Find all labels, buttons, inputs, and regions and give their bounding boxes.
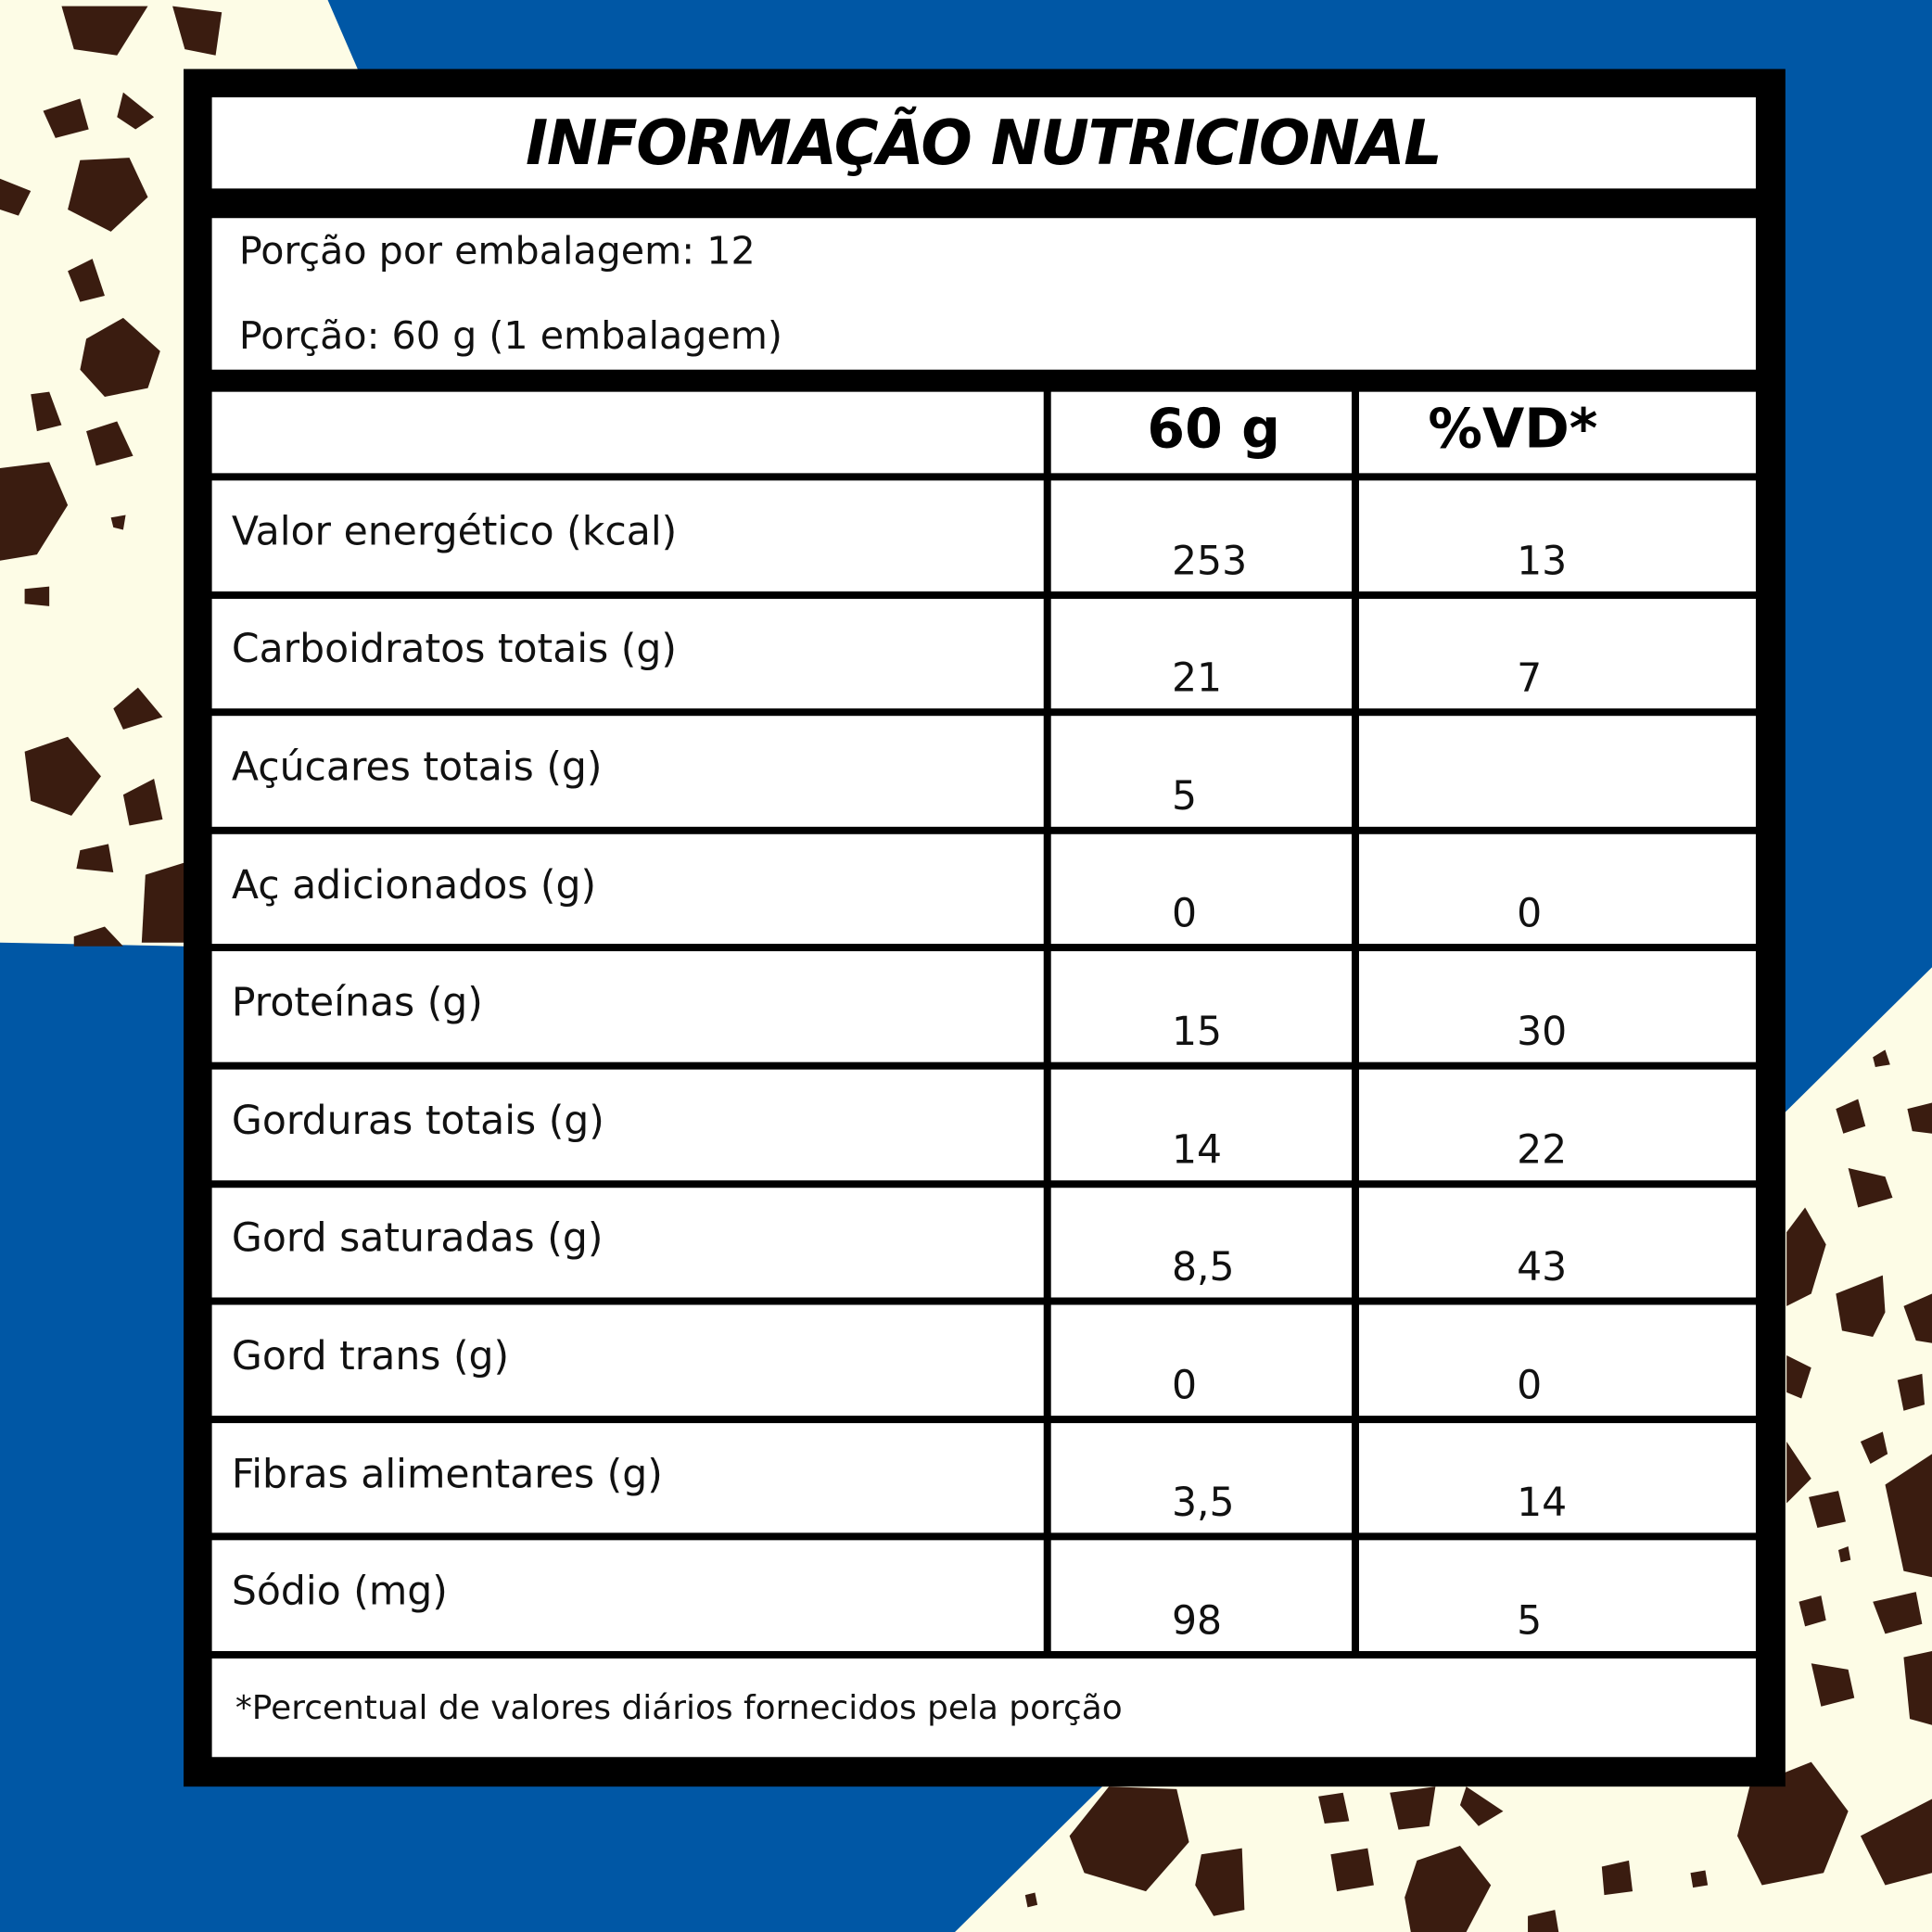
daily-value-cell: [1359, 1305, 1756, 1416]
table-row: [212, 1423, 1756, 1533]
daily-value-cell: [1359, 716, 1756, 826]
table-row: [212, 1541, 1756, 1651]
table-row: [212, 1070, 1756, 1180]
daily-value-cell: [1359, 1541, 1756, 1651]
footnote: *Percentual de valores diários fornecidos pela porção: [235, 1688, 1123, 1727]
amount-value: 5: [1171, 772, 1198, 820]
daily-value-cell: [1359, 1070, 1756, 1180]
nutrient-cell: [212, 833, 1044, 944]
daily-value: 30: [1517, 1008, 1568, 1055]
header-dv-cell: [1359, 392, 1756, 474]
amount-cell: [1051, 716, 1352, 826]
amount-cell: [1051, 1070, 1352, 1180]
amount-value: 0: [1171, 1361, 1198, 1408]
amount-cell: [1051, 952, 1352, 1062]
table-row: [212, 1188, 1756, 1298]
daily-value: 0: [1517, 1361, 1543, 1408]
nutrient-cell: [212, 1070, 1044, 1180]
daily-value-cell: [1359, 833, 1756, 944]
amount-value: 0: [1171, 890, 1198, 937]
footnote-panel: [212, 1659, 1756, 1757]
daily-value: 14: [1517, 1479, 1568, 1526]
nutrient-cell: [212, 716, 1044, 826]
nutrient-cell: [212, 598, 1044, 708]
title-panel: [212, 97, 1756, 188]
nutrient-label: Aç adicionados (g): [231, 860, 597, 909]
amount-value: 3,5: [1171, 1479, 1235, 1526]
header-nutrient-cell: [212, 392, 1044, 474]
table-row: [212, 716, 1756, 826]
serving-size: Porção: 60 g (1 embalagem): [238, 313, 783, 359]
daily-value: 22: [1517, 1125, 1568, 1173]
table-header-row: [212, 392, 1756, 474]
nutrient-cell: [212, 1541, 1044, 1651]
nutrient-label: Gord saturadas (g): [231, 1214, 604, 1262]
amount-cell: [1051, 1305, 1352, 1416]
amount-value: 21: [1171, 654, 1223, 702]
amount-cell: [1051, 1541, 1352, 1651]
nutrient-cell: [212, 1188, 1044, 1298]
daily-value-cell: [1359, 1423, 1756, 1533]
table-row: [212, 598, 1756, 708]
nutrient-cell: [212, 480, 1044, 591]
nutrient-label: Proteínas (g): [231, 978, 483, 1026]
nutrient-label: Açúcares totais (g): [231, 743, 603, 791]
daily-value: 43: [1517, 1243, 1568, 1290]
header-amount-cell: [1051, 392, 1352, 474]
amount-value: 253: [1171, 536, 1248, 584]
nutrient-cell: [212, 952, 1044, 1062]
daily-value-cell: [1359, 952, 1756, 1062]
nutrient-table: [212, 392, 1756, 1651]
amount-value: 15: [1171, 1008, 1223, 1055]
daily-value-cell: [1359, 598, 1756, 708]
nutrient-label: Carboidratos totais (g): [231, 625, 677, 673]
nutrient-cell: [212, 1423, 1044, 1533]
header-daily-value: %VD*: [1428, 398, 1598, 462]
header-amount: 60 g: [1147, 398, 1280, 462]
amount-cell: [1051, 1188, 1352, 1298]
nutrient-label: Gord trans (g): [231, 1331, 510, 1379]
nutrient-label: Sódio (mg): [231, 1568, 448, 1615]
daily-value: 5: [1517, 1596, 1543, 1644]
daily-value: 7: [1517, 654, 1543, 702]
table-row: [212, 833, 1756, 944]
label-title: INFORMAÇÃO NUTRICIONAL: [526, 107, 1443, 179]
nutrient-label: Gorduras totais (g): [231, 1096, 604, 1144]
amount-cell: [1051, 833, 1352, 944]
amount-value: 8,5: [1171, 1243, 1235, 1290]
table-row: [212, 480, 1756, 591]
daily-value: 0: [1517, 890, 1543, 937]
amount-cell: [1051, 1423, 1352, 1533]
amount-cell: [1051, 598, 1352, 708]
daily-value-cell: [1359, 480, 1756, 591]
daily-value-cell: [1359, 1188, 1756, 1298]
amount-cell: [1051, 480, 1352, 591]
nutrient-cell: [212, 1305, 1044, 1416]
table-row: [212, 1305, 1756, 1416]
nutrition-facts-table-frame: [184, 69, 1786, 1786]
nutrient-label: Fibras alimentares (g): [231, 1449, 663, 1497]
amount-value: 98: [1171, 1596, 1223, 1644]
table-row: [212, 952, 1756, 1062]
servings-per-package: Porção por embalagem: 12: [238, 229, 756, 274]
daily-value: 13: [1517, 536, 1568, 584]
serving-info-panel: [212, 218, 1756, 369]
amount-value: 14: [1171, 1125, 1223, 1173]
nutrient-label: Valor energético (kcal): [231, 507, 678, 555]
